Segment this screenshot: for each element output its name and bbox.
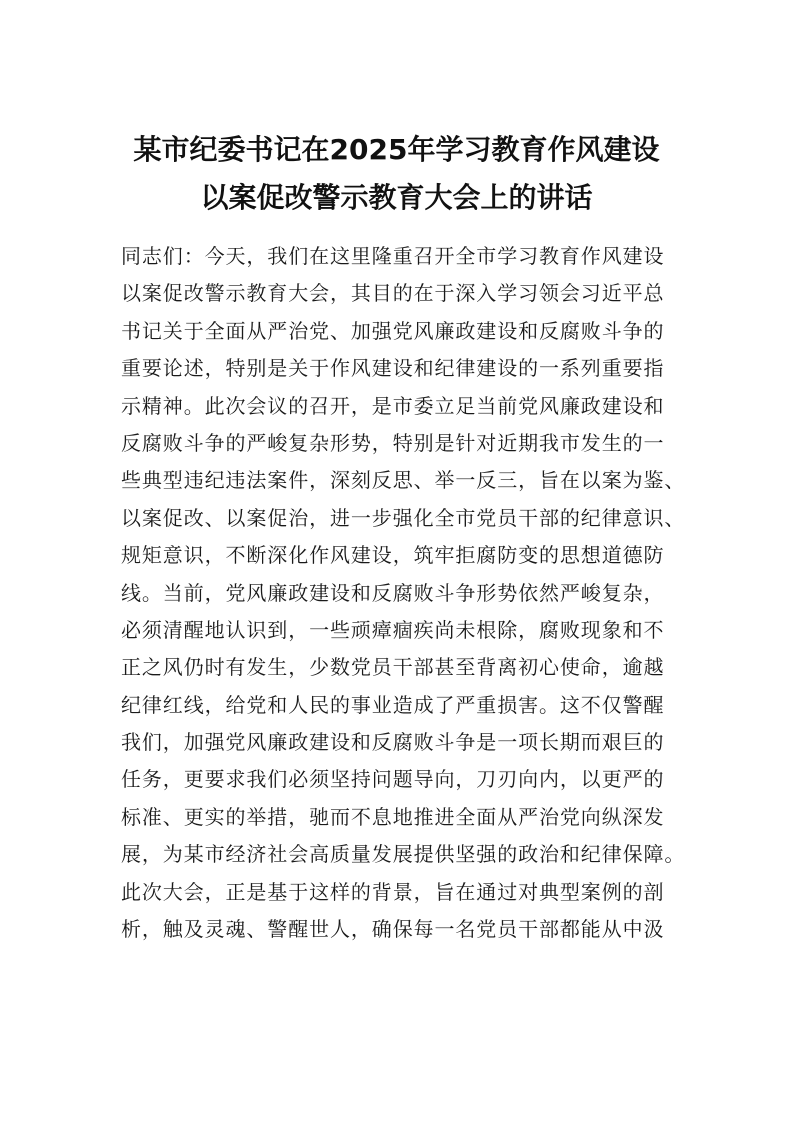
body-line: 以案促改、以案促治，进一步强化全市党员干部的纪律意识、	[121, 505, 686, 530]
body-line: 些典型违纪违法案件，深刻反思、举一反三，旨在以案为鉴、	[121, 468, 686, 493]
body-line: 正之风仍时有发生，少数党员干部甚至背离初心使命，逾越	[121, 655, 665, 680]
body-line: 以案促改警示教育大会，其目的在于深入学习领会习近平总	[121, 281, 665, 306]
body-line: 同志们：今天，我们在这里隆重召开全市学习教育作风建设	[121, 244, 665, 268]
body-line: 此次大会，正是基于这样的背景，旨在通过对典型案例的剖	[121, 879, 665, 904]
body-line: 纪律红线，给党和人民的事业造成了严重损害。这不仅警醒	[121, 692, 665, 717]
speech-body	[121, 238, 686, 948]
body-line: 反腐败斗争的严峻复杂形势，特别是针对近期我市发生的一	[121, 430, 665, 455]
document-title-line-2: 以案促改警示教育大会上的讲话	[200, 181, 593, 214]
body-line: 展，为某市经济社会高质量发展提供坚强的政治和纪律保障。	[121, 842, 686, 867]
body-line: 必须清醒地认识到，一些顽瘴痼疾尚未根除，腐败现象和不	[121, 617, 665, 642]
body-line: 我们，加强党风廉政建设和反腐败斗争是一项长期而艰巨的	[121, 730, 665, 755]
body-line: 任务，更要求我们必须坚持问题导向，刀刃向内，以更严的	[121, 767, 665, 792]
body-line: 重要论述，特别是关于作风建设和纪律建设的一系列重要指	[121, 356, 665, 381]
body-line: 析，触及灵魂、警醒世人，确保每一名党员干部都能从中汲	[121, 917, 665, 942]
body-line: 书记关于全面从严治党、加强党风廉政建设和反腐败斗争的	[121, 318, 665, 343]
body-line: 示精神。此次会议的召开，是市委立足当前党风廉政建设和	[121, 393, 665, 418]
body-line: 标准、更实的举措，驰而不息地推进全面从严治党向纵深发	[121, 804, 665, 829]
body-line: 规矩意识，不断深化作风建设，筑牢拒腐防变的思想道德防	[121, 543, 665, 568]
body-line: 线。当前，党风廉政建设和反腐败斗争形势依然严峻复杂，	[121, 580, 665, 605]
document-title-line-1: 某市纪委书记在2025年学习教育作风建设	[133, 133, 660, 166]
